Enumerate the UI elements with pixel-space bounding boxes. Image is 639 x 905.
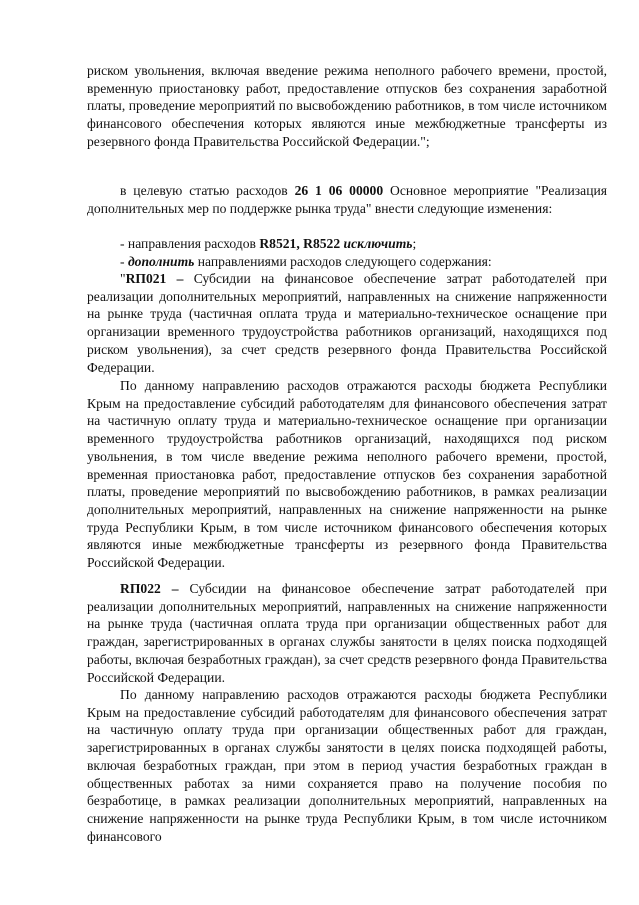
text-fragment: в целевую статью расходов	[120, 183, 295, 198]
text-fragment: Субсидии на финансовое обеспечение затрат работодателей при реализации дополнительных мероприятий, направленных на снижение напряженности на рынке труда (частичная оплата труда и материально-техническое оснащение при организации временного трудоустройства работников организаций, находящихся под риском увольнения), за счет средств резервного фонда Правительства Российской Федерации.	[87, 271, 607, 375]
paragraph-rp021-description: По данному направлению расходов отражаются расходы бюджета Республики Крым на предоставление субсидий работодателям для финансового обеспечения затрат на частичную оплату труда и материально-техническое оснащение при организации временного трудоустройства работников организаций, находящихся под риском увольнения, в том числе введение режима неполного рабочего времени, простой, временная приостановка работ, предоставление отпусков без сохранения заработной платы, проведение мероприятий по высвобождению работников, в рамках реализации дополнительных мероприятий, направленных на снижение напряженности на рынке труда Республики Крым, в том числе источником финансового обеспечения которых являются иные межбюджетные трансферты из резервного фонда Правительства Российской Федерации.	[87, 378, 607, 571]
list-item-exclude	[87, 235, 607, 253]
list-item-add	[87, 253, 607, 271]
text-fragment: - направления расходов	[120, 236, 260, 251]
dash: –	[160, 581, 190, 596]
text-fragment: ;	[412, 236, 417, 251]
paragraph-target-article	[87, 182, 607, 217]
expense-codes: R8521, R8522	[259, 236, 341, 251]
exclude-word: исключить	[340, 236, 413, 251]
expense-code-rp022: RП022	[120, 581, 161, 596]
dash: –	[166, 271, 194, 286]
text-fragment: направлениями расходов следующего содержания:	[194, 254, 492, 269]
paragraph-rp022-description: По данному направлению расходов отражаются расходы бюджета Республики Крым на предоставление субсидий работодателям для финансового обеспечения затрат на частичную оплату труда при организации общественных работ для граждан, зарегистрированных в органах службы занятости в целях поиска подходящей работы, включая безработных граждан, при этом в период участия безработных граждан в общественных работах за ними сохраняется право на получение пособия по безработице, в рамках реализации дополнительных мероприятий, направленных на снижение напряженности на рынке труда Республики Крым, в том числе источником финансового	[87, 687, 607, 844]
article-code: 26 1 06 00000	[294, 183, 384, 198]
text-fragment: Основное мероприятие "Реализация дополнительных мер по поддержке рынка труда" внести следующие изменения:	[87, 183, 608, 216]
paragraph-continuation: риском увольнения, включая введение режима неполного рабочего времени, простой, временную приостановку работ, предоставление отпусков без сохранения заработной платы, проведение мероприятий по высвобождению работников, в том числе источником финансового обеспечения которых являются иные межбюджетные трансферты из резервного фонда Правительства Российской Федерации.";	[87, 63, 607, 149]
text-fragment: -	[120, 254, 128, 269]
text-fragment: "	[120, 271, 126, 286]
add-word: дополнить	[127, 254, 195, 269]
expense-code-rp021: RП021	[125, 271, 167, 286]
text-fragment: Субсидии на финансовое обеспечение затрат работодателей при реализации дополнительных мероприятий, направленных на снижение напряженности на рынке труда (частичная оплата труда при организации общественных работ для граждан, зарегистрированных в органах службы занятости в целях поиска подходящей работы, включая безработных граждан), за счет средств резервного фонда Правительства Российской Федерации.	[87, 581, 607, 685]
paragraph-rp021	[87, 270, 607, 376]
paragraph-rp022	[87, 580, 607, 686]
